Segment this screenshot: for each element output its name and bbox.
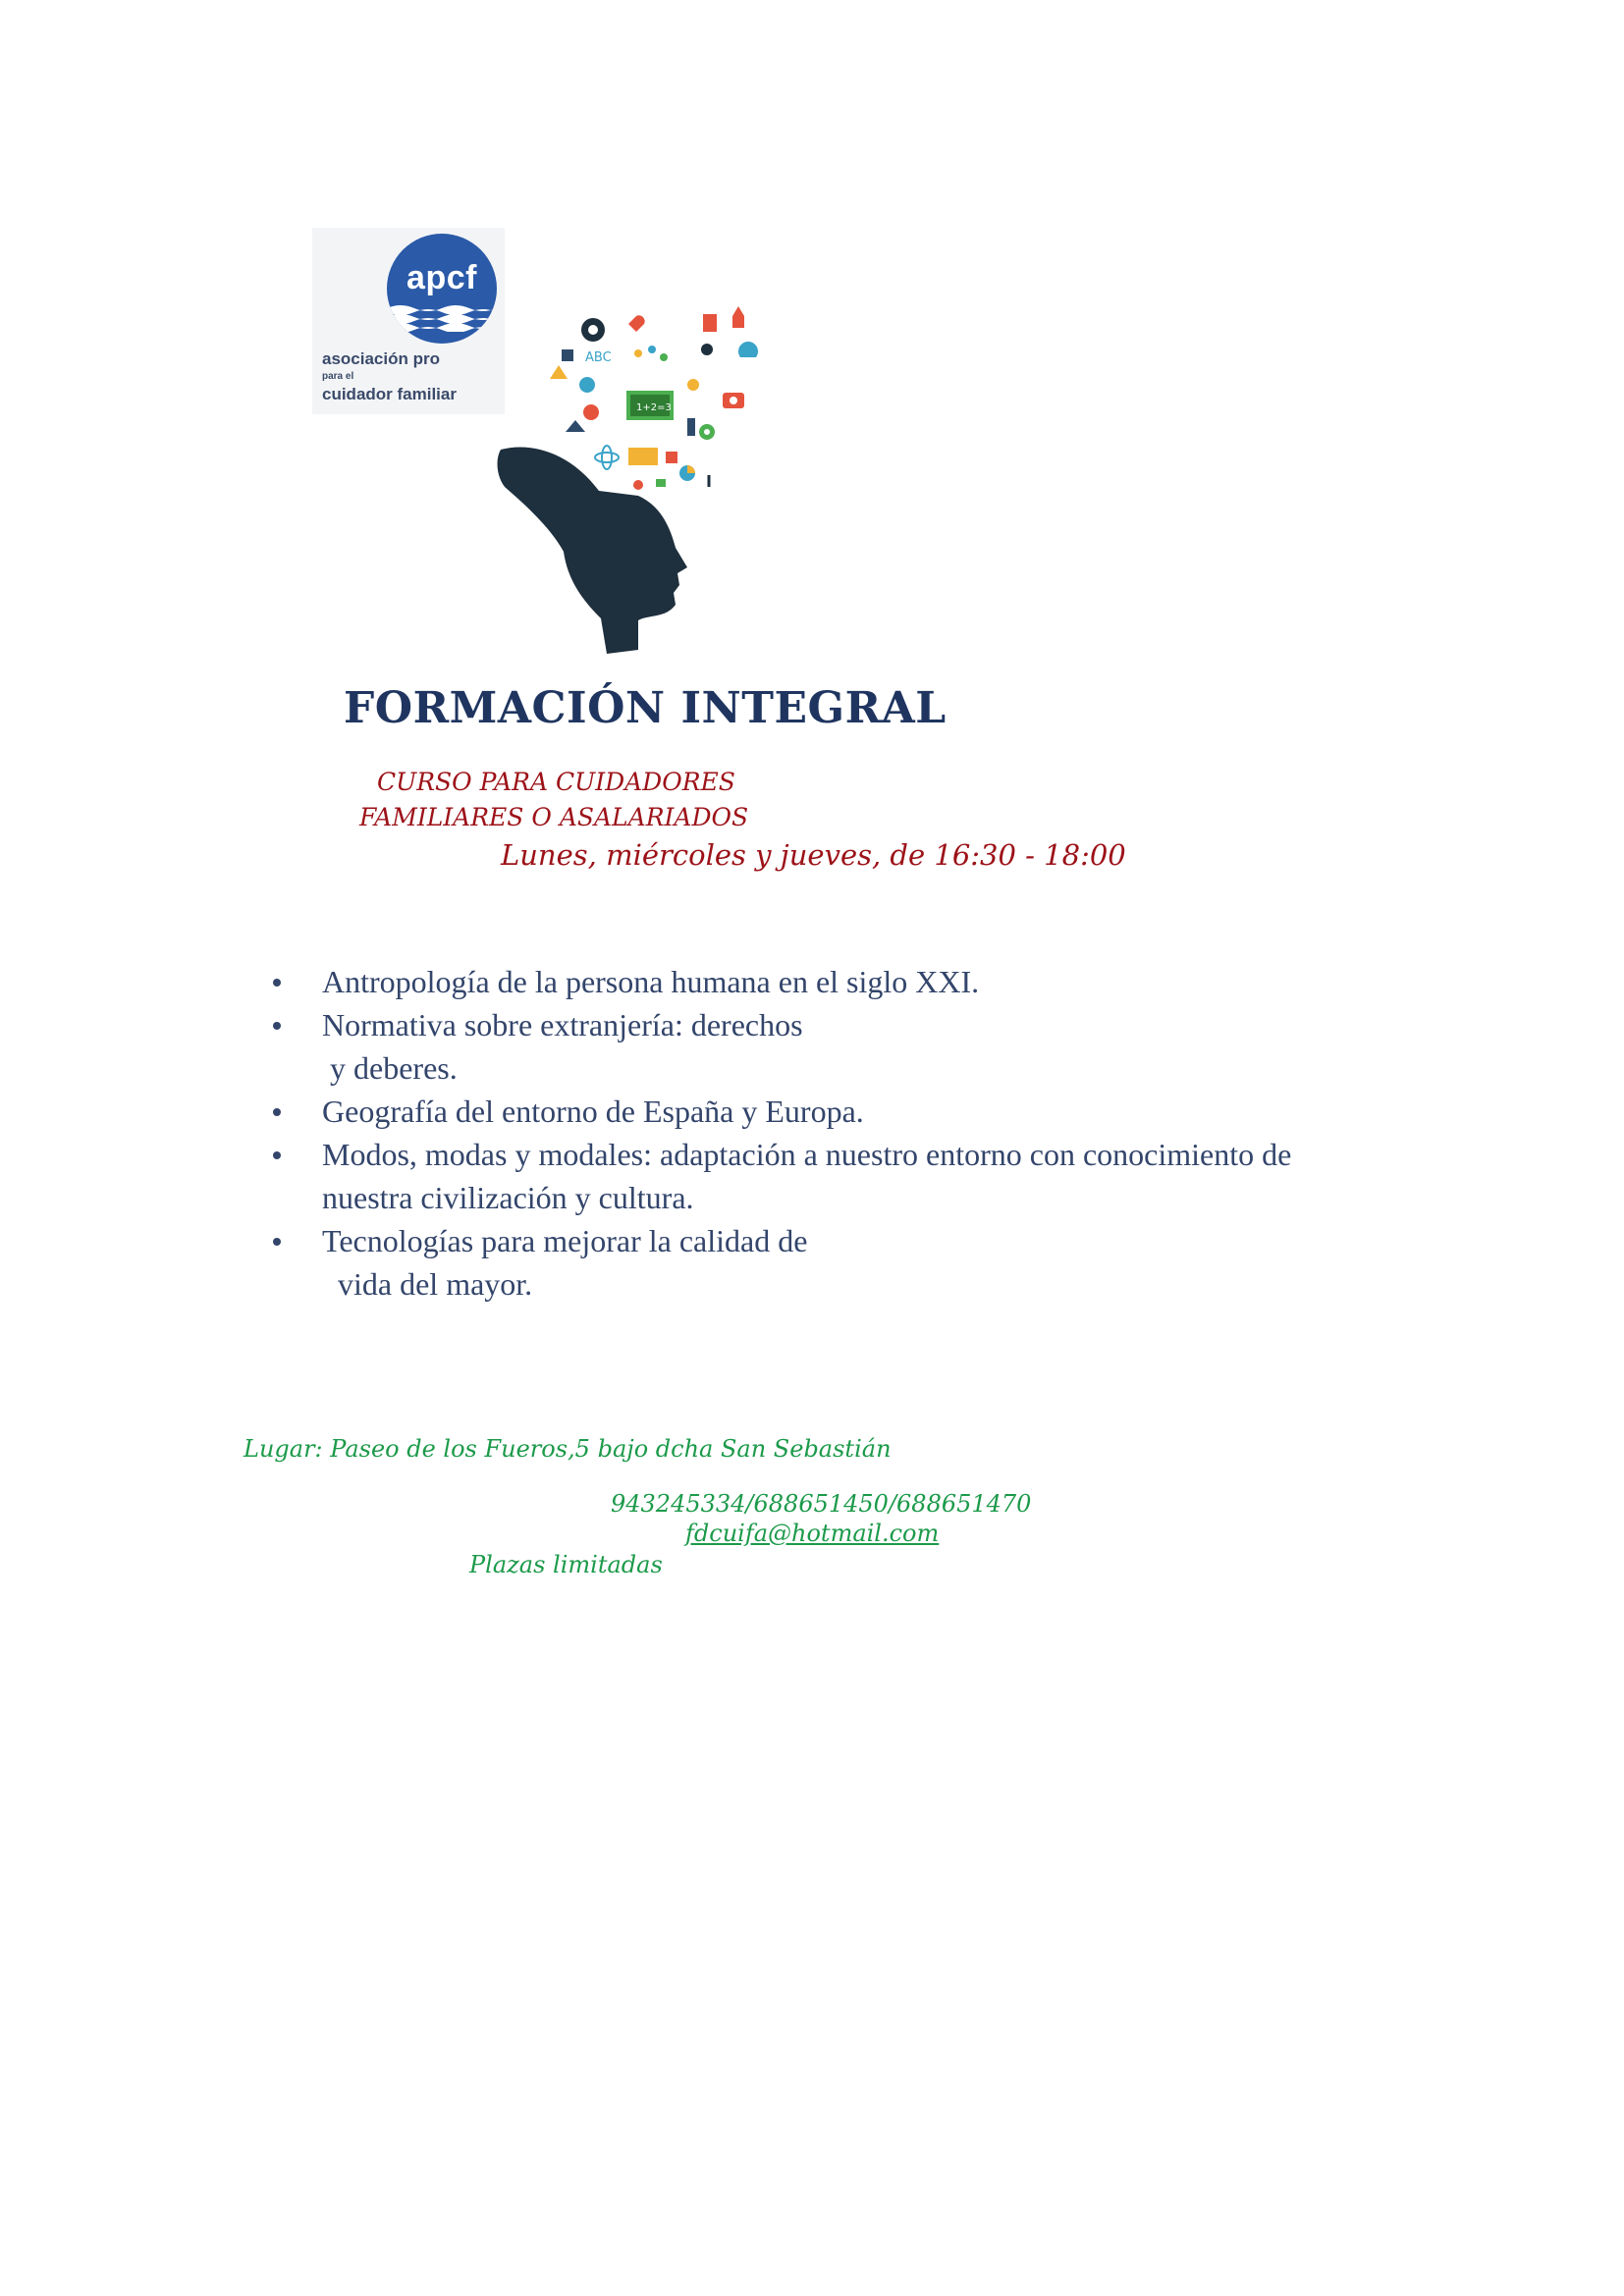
topic-line: Geografía del entorno de España y Europa. (322, 1094, 864, 1129)
topic-line: y deberes. (322, 1050, 458, 1086)
wave-icon (387, 302, 497, 332)
logo-line-2: para el (322, 371, 354, 382)
topic-line: Modos, modas y modales: adaptación a nuestro entorno con conocimiento de (322, 1137, 1292, 1172)
head-silhouette-icon (498, 447, 687, 654)
course-subtitle-line-2: FAMILIARES O ASALARIADOS (359, 803, 749, 831)
list-item (271, 1219, 1361, 1306)
course-schedule: Lunes, miércoles y jueves, de 16:30 - 18:00 (501, 838, 1126, 872)
logo-name: apcf (406, 259, 477, 296)
course-subtitle-line-1: CURSO PARA CUIDADORES (377, 768, 735, 796)
topic-line: Normativa sobre extranjería: derechos (322, 1007, 803, 1042)
contact-phones: 943245334/688651450/688651470 (611, 1490, 1032, 1518)
logo-circle (387, 234, 497, 344)
list-item (271, 1133, 1361, 1219)
list-item (271, 1090, 1361, 1133)
page-title: FORMACIÓN INTEGRAL (344, 683, 947, 733)
list-item (271, 1003, 1361, 1090)
limited-places-note: Plazas limitadas (469, 1551, 663, 1578)
topic-line: Tecnologías para mejorar la calidad de (322, 1223, 808, 1258)
list-item (271, 960, 1361, 1003)
apcf-logo (312, 228, 505, 414)
svg-text:ABC: ABC (585, 350, 612, 365)
logo-line-1: asociación pro (322, 349, 440, 368)
topic-line: vida del mayor. (322, 1266, 533, 1302)
head-with-learning-icons-illustration (491, 294, 785, 658)
logo-line-3: cuidador familiar (322, 385, 457, 403)
topic-line: nuestra civilización y cultura. (322, 1180, 694, 1215)
svg-text:1+2=3: 1+2=3 (636, 402, 672, 413)
contact-email-link[interactable]: fdcuifa@hotmail.com (685, 1520, 940, 1547)
course-location: Lugar: Paseo de los Fueros,5 bajo dcha San Sebastián (244, 1435, 892, 1463)
topics-list (271, 960, 1361, 1306)
topic-line: Antropología de la persona humana en el siglo XXI. (322, 964, 980, 999)
